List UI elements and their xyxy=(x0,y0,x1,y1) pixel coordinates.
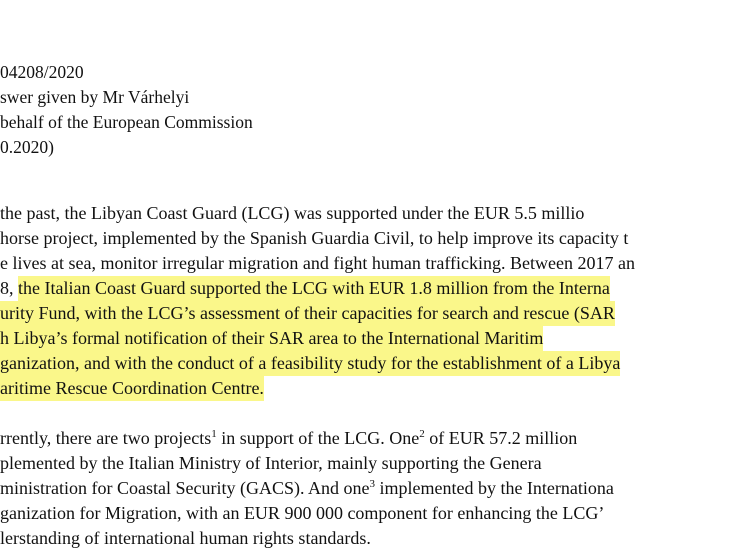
text-run: in support of the LCG. One xyxy=(216,428,420,448)
on-behalf-of: behalf of the European Commission xyxy=(0,112,253,132)
highlighted-text: h Libya’s formal notification of their SAR area to the International Maritim xyxy=(0,326,543,351)
paragraph-line xyxy=(0,276,635,301)
paragraph-line xyxy=(0,351,635,376)
paragraph-line xyxy=(0,326,635,351)
plain-text: 8, xyxy=(0,278,18,298)
footnote-marker[interactable]: 1 xyxy=(211,428,217,440)
paragraph-line xyxy=(0,426,614,451)
answer-given-by: swer given by Mr Várhelyi xyxy=(0,87,190,107)
paragraph-past-support xyxy=(0,201,635,401)
text-run: implemented by the Internationa xyxy=(374,478,614,498)
highlighted-text: ganization, and with the conduct of a feasibility study for the establishment of a Libya xyxy=(0,351,620,376)
answer-date: 0.2020) xyxy=(0,137,54,157)
footnote-marker[interactable]: 2 xyxy=(419,428,425,440)
answer-header xyxy=(0,60,253,160)
text-run: ministration for Coastal Security (GACS). And one xyxy=(0,478,370,498)
paragraph-line xyxy=(0,301,635,326)
paragraph-line xyxy=(0,376,635,401)
question-reference: 04208/2020 xyxy=(0,62,84,82)
highlighted-text: urity Fund, with the LCG’s assessment of their capacities for search and rescue (SAR xyxy=(0,301,615,326)
paragraph-current-projects xyxy=(0,426,614,551)
text-run: of EUR 57.2 million xyxy=(424,428,578,448)
paragraph-line: e lives at sea, monitor irregular migration and fight human trafficking. Between 2017 an xyxy=(0,253,635,273)
text-run: rrently, there are two projects xyxy=(0,428,212,448)
paragraph-line: horse project, implemented by the Spanish Guardia Civil, to help improve its capacity t xyxy=(0,228,629,248)
paragraph-line: plemented by the Italian Ministry of Interior, mainly supporting the Genera xyxy=(0,453,542,473)
paragraph-line xyxy=(0,476,614,501)
paragraph-line: lerstanding of international human rights standards. xyxy=(0,528,371,548)
paragraph-line: the past, the Libyan Coast Guard (LCG) was supported under the EUR 5.5 millio xyxy=(0,203,585,223)
paragraph-line: ganization for Migration, with an EUR 900 000 component for enhancing the LCG’ xyxy=(0,503,605,523)
footnote-marker[interactable]: 3 xyxy=(369,478,375,490)
highlighted-text: aritime Rescue Coordination Centre. xyxy=(0,376,264,401)
highlighted-text: the Italian Coast Guard supported the LCG with EUR 1.8 million from the Interna xyxy=(18,276,610,301)
